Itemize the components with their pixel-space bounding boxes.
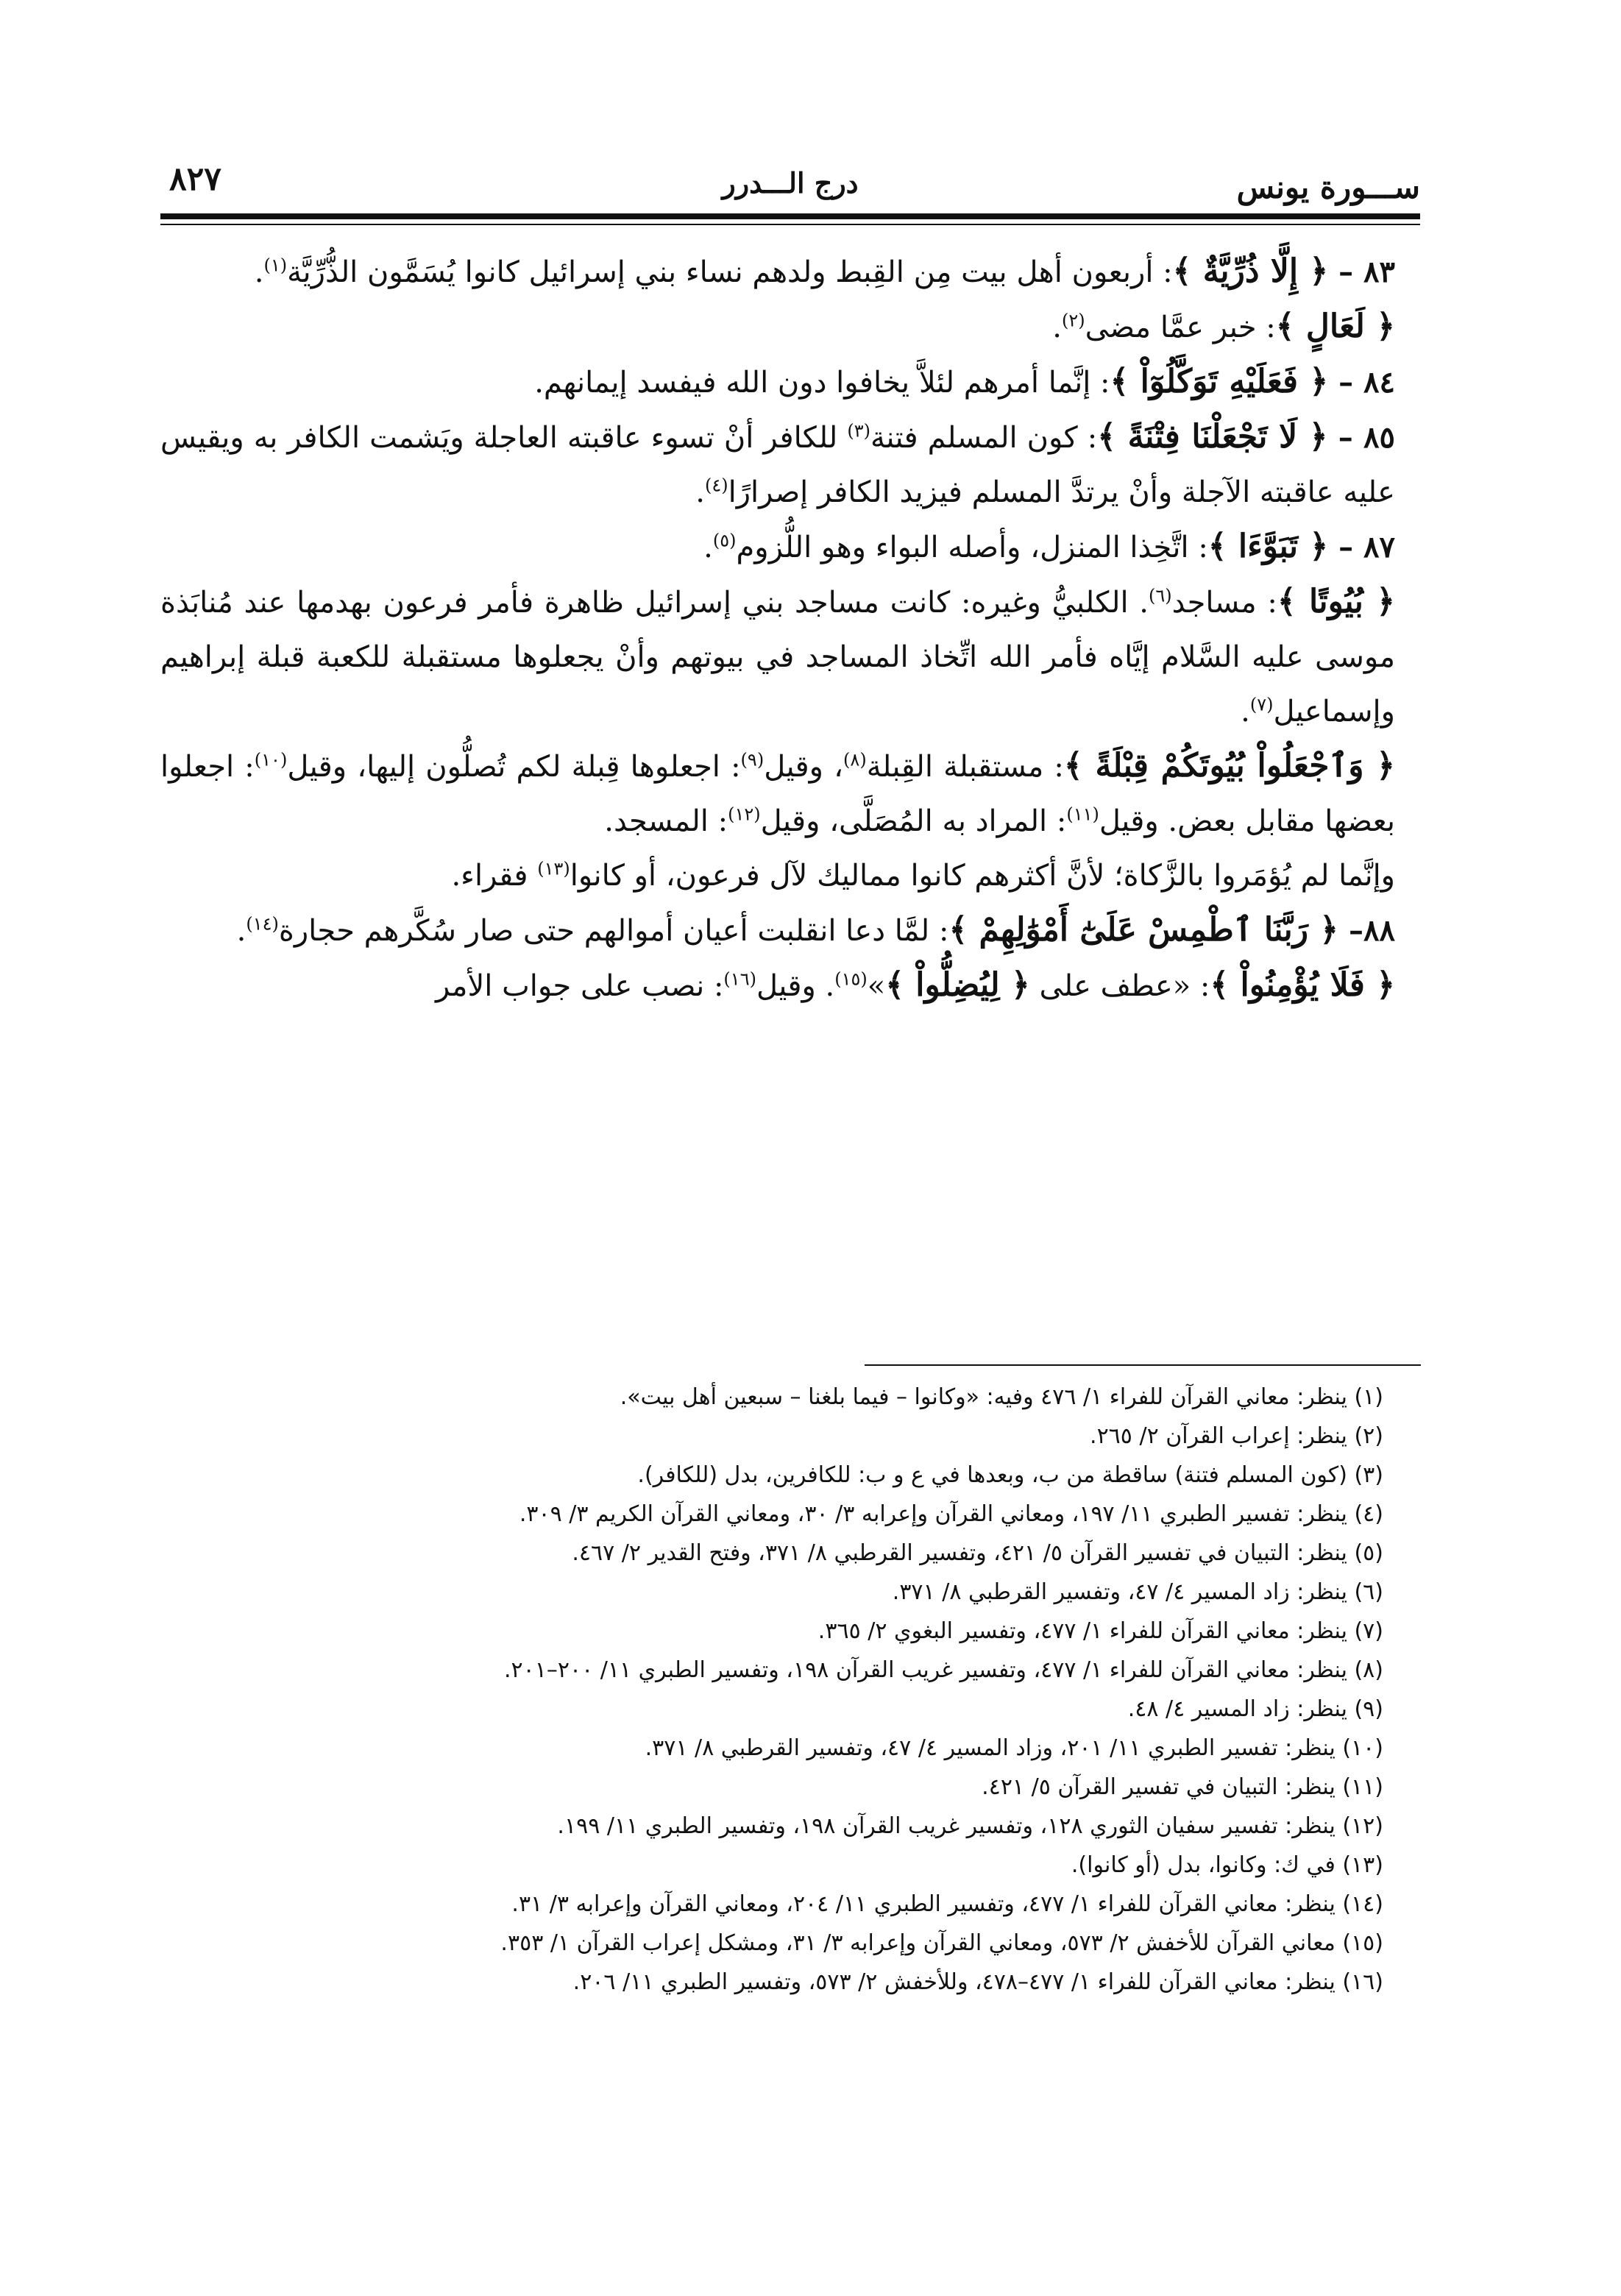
footnote-marker: (١٠) bbox=[254, 749, 288, 770]
paragraph-p1 bbox=[160, 244, 1420, 300]
paragraph-text: . bbox=[254, 255, 264, 289]
footnote-marker: (١٦) bbox=[723, 968, 756, 990]
footnote-separator bbox=[865, 1364, 1421, 1366]
quran-citation: ﴿ رَبَّنَا ٱطْمِسْ عَلَىٰٓ أَمْوَٰلِهِمْ ﴾ bbox=[948, 911, 1339, 949]
paragraph-p6 bbox=[160, 575, 1420, 739]
paragraph-text: وإنَّما لم يُؤمَروا بالزَّكاة؛ لأنَّ أكثرهم كانوا مماليك لآل فرعون، أو كانوا bbox=[570, 859, 1395, 893]
header-book-title: درج الـــدرر bbox=[722, 166, 859, 199]
main-text bbox=[160, 244, 1420, 1013]
footnote-marker: (٧) bbox=[1249, 694, 1274, 715]
paragraph-text: : مساجد bbox=[1171, 586, 1277, 620]
footnotes bbox=[160, 1378, 1383, 2002]
footnote-item: (١١) ينظر: التبيان في تفسير القرآن ٥/ ٤٢١. bbox=[982, 1774, 1383, 1800]
footnote-item: (٦) ينظر: زاد المسير ٤/ ٤٧، وتفسير القرطبي ٨/ ٣٧١. bbox=[892, 1579, 1383, 1605]
paragraph-text: . وقيل bbox=[756, 969, 835, 1003]
paragraph-text: : خبر عمَّا مضى bbox=[1085, 311, 1276, 344]
paragraph-text: . bbox=[1241, 695, 1250, 729]
paragraph-text: : المسجد. bbox=[604, 804, 728, 838]
footnote-marker: (١٣) bbox=[537, 858, 570, 879]
paragraph-text: : نصب على جواب الأمر bbox=[435, 969, 724, 1003]
paragraph-text: . bbox=[1052, 311, 1063, 344]
paragraph-p10 bbox=[160, 958, 1420, 1013]
footnote-item: (٨) ينظر: معاني القرآن للفراء ١/ ٤٧٧، وتفسير غريب القرآن ١٩٨، وتفسير الطبري ١١/ ٢٠٠–٢٠١. bbox=[503, 1657, 1383, 1683]
footnote-marker: (٥) bbox=[712, 530, 737, 551]
footnote-marker: (١٥) bbox=[834, 968, 868, 990]
paragraph-text: . bbox=[695, 475, 705, 509]
footnote-marker: (١٤) bbox=[246, 913, 279, 935]
paragraph-p2 bbox=[160, 300, 1420, 355]
paragraph-text: ، وقيل bbox=[764, 750, 844, 784]
paragraph-text: . bbox=[236, 914, 246, 948]
footnote-marker: (١٢) bbox=[728, 804, 761, 825]
footnote-marker: (٤) bbox=[704, 475, 728, 496]
footnote-item: (٢) ينظر: إعراب القرآن ٢/ ٢٦٥. bbox=[1090, 1423, 1383, 1449]
footnote-item: (٤) ينظر: تفسير الطبري ١١/ ١٩٧، ومعاني القرآن وإعرابه ٣/ ٣٠، ومعاني القرآن الكريم ٣/ ٣٠٩. bbox=[519, 1501, 1383, 1527]
footnote-marker: (١) bbox=[263, 255, 288, 276]
paragraph-text: : اجعلوا بعضها مقابل بعض. وقيل bbox=[160, 750, 1395, 838]
footnote-marker: (٩) bbox=[740, 749, 765, 770]
paragraph-p5 bbox=[160, 520, 1420, 575]
paragraph-p8 bbox=[160, 848, 1420, 903]
paragraph-text: : أربعون أهل بيت مِن القِبط ولدهم نساء بني إسرائيل كانوا يُسَمَّون الذُّرِّيَّة bbox=[287, 255, 1173, 289]
verse-number: ٨٥ – bbox=[1327, 420, 1395, 455]
footnote-marker: (٦) bbox=[1149, 585, 1172, 606]
quran-citation: ﴿ لِيُضِلُّواْ ﴾ bbox=[885, 966, 1030, 1004]
paragraph-text: . الكلبيُّ وغيره: كانت مساجد بني إسرائيل ظاهرة فأمر فرعون بهدمها عند مُنابَذة موسى عليه السَّلام إيَّاه فأمر الله اتِّخاذ المساجد في بيوتهم وأنْ يجعلوها مستقبلة للكعبة قبلة إبراهيم وإسماعيل bbox=[160, 586, 1395, 729]
paragraph-text: : «عطف على bbox=[1029, 969, 1210, 1003]
paragraph-p4 bbox=[160, 410, 1420, 520]
footnote-item: (١٥) معاني القرآن للأخفش ٢/ ٥٧٣، ومعاني القرآن وإعرابه ٣/ ٣١، ومشكل إعراب القرآن ١/ ٣٥٣. bbox=[500, 1930, 1383, 1956]
paragraph-text: : إنَّما أمرهم لئلاَّ يخافوا دون الله فيفسد إيمانهم. bbox=[534, 366, 1110, 400]
footnote-item: (٣) (كون المسلم فتنة) ساقطة من ب، وبعدها في ع و ب: للكافرين، بدل (للكافر). bbox=[637, 1462, 1383, 1488]
quran-citation: ﴿ فَلَا يُؤْمِنُواْ ﴾ bbox=[1210, 966, 1395, 1004]
quran-citation: ﴿ إِلَّا ذُرِّيَّةٌ ﴾ bbox=[1172, 252, 1329, 290]
quran-citation: ﴿ تَبَوَّءَا ﴾ bbox=[1207, 528, 1329, 565]
quran-citation: ﴿ بُيُوتًا ﴾ bbox=[1277, 583, 1395, 620]
page-number: ٨٢٧ bbox=[169, 160, 221, 198]
footnote-item: (١٠) ينظر: تفسير الطبري ١١/ ٢٠١، وزاد المسير ٤/ ٤٧، وتفسير القرطبي ٨/ ٣٧١. bbox=[645, 1735, 1383, 1761]
footnote-marker: (٢) bbox=[1062, 310, 1085, 331]
header-sura-title: ســـورة يونس bbox=[1236, 169, 1420, 205]
quran-citation: ﴿ لَا تَجْعَلْنَا فِتْنَةً ﴾ bbox=[1097, 418, 1328, 456]
footnote-item: (٧) ينظر: معاني القرآن للفراء ١/ ٤٧٧، وتفسير البغوي ٢/ ٣٦٥. bbox=[817, 1618, 1383, 1644]
footnote-marker: (٣) bbox=[847, 420, 870, 442]
paragraph-text: : اتَّخِذا المنزل، وأصله البواء وهو اللُّزوم bbox=[736, 531, 1208, 564]
footnote-item: (١٦) ينظر: معاني القرآن للفراء ١/ ٤٧٧–٤٧٨، وللأخفش ٢/ ٥٧٣، وتفسير الطبري ١١/ ٢٠٦. bbox=[572, 1969, 1383, 1995]
paragraph-p7 bbox=[160, 739, 1420, 848]
paragraph-text: للكافر أنْ تسوء عاقبته العاجلة ويَشمت الكافر به ويقيس عليه عاقبته الآجلة وأنْ يرتدَّ المسلم فيزيد الكافر إصرارًا bbox=[160, 421, 1395, 509]
header-rule-thick bbox=[160, 213, 1420, 219]
running-header bbox=[160, 156, 1420, 208]
footnote-item: (١) ينظر: معاني القرآن للفراء ١/ ٤٧٦ وفيه: «وكانوا – فيما بلغنا – سبعين أهل بيت». bbox=[620, 1384, 1383, 1410]
paragraph-text: : مستقبلة القِبلة bbox=[866, 750, 1064, 784]
footnote-marker: (١١) bbox=[1066, 804, 1099, 825]
footnote-item: (١٣) في ك: وكانوا، بدل (أو كانوا). bbox=[1071, 1852, 1383, 1878]
paragraph-text: : لمَّا دعا انقلبت أعيان أموالهم حتى صار سُكَّرهم حجارة bbox=[278, 914, 949, 948]
paragraph-text: : المراد به المُصَلَّى، وقيل bbox=[760, 804, 1067, 838]
paragraph-text: : اجعلوها قِبلة لكم تُصلُّون إليها، وقيل bbox=[287, 750, 741, 784]
footnote-marker: (٨) bbox=[843, 749, 867, 770]
verse-number: ٨٨– bbox=[1338, 913, 1395, 948]
quran-citation: ﴿ وَٱجْعَلُواْ بُيُوتَكُمْ قِبْلَةً ﴾ bbox=[1063, 747, 1395, 784]
quran-citation: ﴿ فَعَلَيْهِ تَوَكَّلُوٓاْ ﴾ bbox=[1110, 363, 1329, 400]
verse-number: ٨٧ – bbox=[1328, 530, 1395, 564]
verse-number: ٨٤ – bbox=[1328, 365, 1395, 400]
footnote-item: (٩) ينظر: زاد المسير ٤/ ٤٨. bbox=[1127, 1696, 1383, 1722]
paragraph-p3 bbox=[160, 355, 1420, 410]
paragraph-text: فقراء. bbox=[451, 859, 538, 893]
footnote-item: (١٢) ينظر: تفسير سفيان الثوري ١٢٨، وتفسير غريب القرآن ١٩٨، وتفسير الطبري ١١/ ١٩٩. bbox=[557, 1813, 1383, 1839]
paragraph-text: » bbox=[867, 969, 886, 1003]
footnote-item: (١٤) ينظر: معاني القرآن للفراء ١/ ٤٧٧، وتفسير الطبري ١١/ ٢٠٤، ومعاني القرآن وإعرابه ٣/ ٣١. bbox=[511, 1891, 1383, 1917]
quran-citation: ﴿ لَعَالٍ ﴾ bbox=[1275, 308, 1395, 345]
paragraph-p9 bbox=[160, 903, 1420, 958]
verse-number: ٨٣ – bbox=[1328, 255, 1395, 289]
paragraph-text: . bbox=[703, 531, 713, 564]
header-rule-thin bbox=[160, 224, 1420, 225]
footnote-item: (٥) ينظر: التبيان في تفسير القرآن ٥/ ٤٢١، وتفسير القرطبي ٨/ ٣٧١، وفتح القدير ٢/ ٤٦٧. bbox=[572, 1540, 1383, 1566]
paragraph-text: : كون المسلم فتنة bbox=[870, 421, 1098, 455]
